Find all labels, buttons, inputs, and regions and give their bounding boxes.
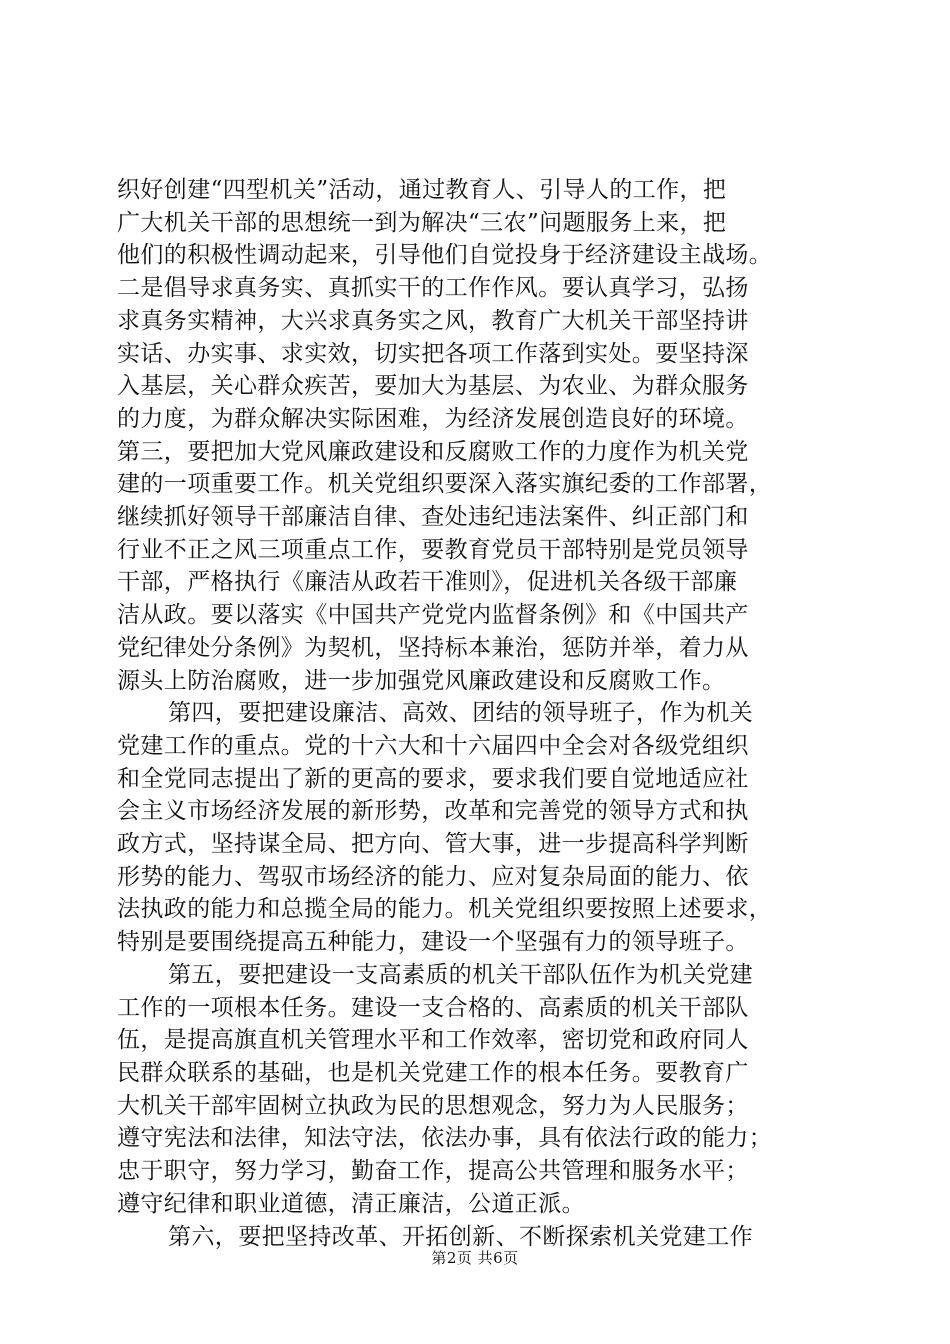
- text-line: 法执政的能力和总揽全局的能力。机关党组织要按照上述要求，: [117, 896, 773, 923]
- text-line: 特别是要围绕提高五种能力，建设一个坚强有力的领导班子。: [117, 929, 749, 956]
- text-line: 民群众联系的基础，也是机关党建工作的根本任务。要教育广: [117, 1059, 749, 1086]
- text-line: 第三，要把加大党风廉政建设和反腐败工作的力度作为机关党: [117, 438, 749, 465]
- text-line: 伍，是提高旗直机关管理水平和工作效率，密切党和政府同人: [117, 1027, 749, 1054]
- text-line: 二是倡导求真务实、真抓实干的工作作风。要认真学习，弘扬: [117, 275, 749, 302]
- document-body: [117, 174, 833, 1253]
- text-line: 党建工作的重点。党的十六大和十六届四中全会对各级党组织: [117, 732, 749, 759]
- text-line: 的力度，为群众解决实际困难，为经济发展创造良好的环境。: [117, 405, 749, 432]
- text-line: 和全党同志提出了新的更高的要求，要求我们要自觉地适应社: [117, 765, 749, 792]
- text-line: 建的一项重要工作。机关党组织要深入落实旗纪委的工作部署，: [117, 471, 773, 498]
- text-line: 行业不正之风三项重点工作，要教育党员干部特别是党员领导: [117, 536, 749, 563]
- text-line: 干部，严格执行《廉洁从政若干准则》，促进机关各级干部廉: [117, 569, 738, 596]
- text-line: 洁从政。要以落实《中国共产党党内监督条例》和《中国共产: [117, 602, 749, 629]
- text-line: 广大机关干部的思想统一到为解决“三农”问题服务上来，把: [117, 209, 727, 236]
- text-line: 入基层，关心群众疾苦，要加大为基层、为农业、为群众服务: [117, 373, 749, 400]
- text-line: 大机关干部牢固树立执政为民的思想观念，努力为人民服务；: [117, 1092, 749, 1119]
- text-line: 源头上防治腐败，进一步加强党风廉政建设和反腐败工作。: [117, 667, 726, 694]
- text-line: 政方式，坚持谋全局、把方向、管大事，进一步提高科学判断: [117, 831, 749, 858]
- text-line: 求真务实精神，大兴求真务实之风，教育广大机关干部坚持讲: [117, 307, 749, 334]
- text-line: 第五，要把建设一支高素质的机关干部队伍作为机关党建: [168, 961, 753, 988]
- text-line: 遵守宪法和法律，知法守法，依法办事，具有依法行政的能力；: [117, 1125, 773, 1152]
- text-line: 第四，要把建设廉洁、高效、团结的领导班子，作为机关: [168, 700, 753, 727]
- text-line: 织好创建“四型机关”活动，通过教育人、引导人的工作，把: [117, 177, 727, 203]
- text-line: 忠于职守，努力学习，勤奋工作，提高公共管理和服务水平；: [117, 1158, 749, 1185]
- text-line: 工作的一项根本任务。建设一支合格的、高素质的机关干部队: [117, 994, 749, 1021]
- text-line: 他们的积极性调动起来，引导他们自觉投身于经济建设主战场。: [117, 242, 773, 269]
- text-line: 第六，要把坚持改革、开拓创新、不断探索机关党建工作: [168, 1223, 753, 1250]
- text-line: 形势的能力、驾驭市场经济的能力、应对复杂局面的能力、依: [117, 863, 749, 890]
- page-footer: 第2页 共6页: [431, 1249, 519, 1267]
- text-line: 会主义市场经济发展的新形势，改革和完善党的领导方式和执: [117, 798, 749, 825]
- text-line: 继续抓好领导干部廉洁自律、查处违纪违法案件、纠正部门和: [117, 504, 749, 531]
- text-line: 遵守纪律和职业道德，清正廉洁，公道正派。: [117, 1190, 585, 1217]
- text-line: 党纪律处分条例》为契机，坚持标本兼治，惩防并举，着力从: [117, 634, 749, 661]
- text-line: 实话、办实事、求实效，切实把各项工作落到实处。要坚持深: [117, 340, 749, 367]
